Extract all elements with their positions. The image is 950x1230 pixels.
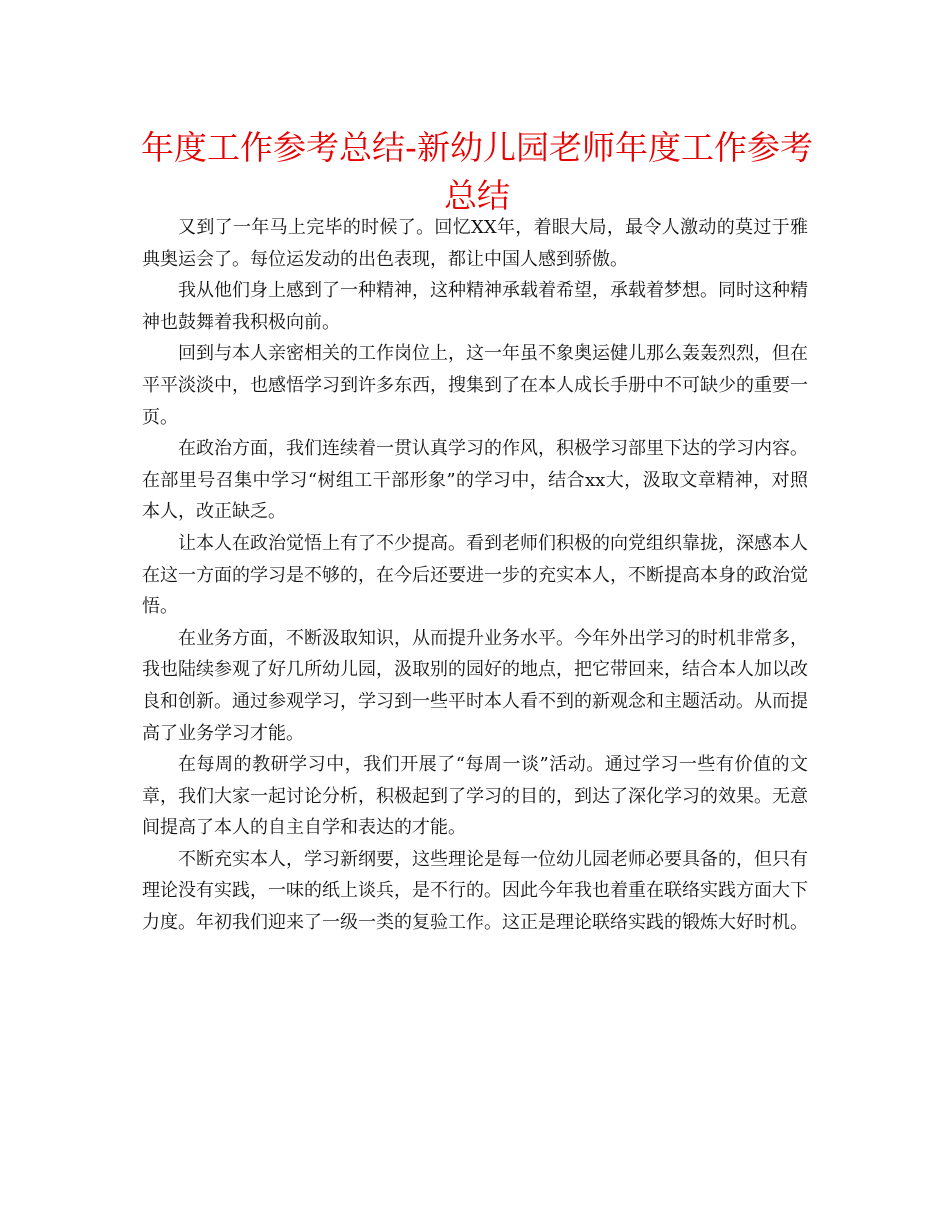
- paragraph-4: 在政治方面，我们连续着一贯认真学习的作风，积极学习部里下达的学习内容。在部里号召集中学习“树组工干部形象”的学习中，结合xx大，汲取文章精神，对照本人，改正缺乏。: [142, 438, 808, 523]
- paragraph-8: 不断充实本人，学习新纲要，这些理论是每一位幼儿园老师必要具备的，但只有理论没有实践，一味的纸上谈兵，是不行的。因此今年我也着重在联络实践方面大下力度。年初我们迎来了一级一类的复验工作。这正是理论联络实践的锻炼大好时机。: [142, 848, 808, 934]
- document-title: 年度工作参考总结-新幼儿园老师年度工作参考总结: [141, 128, 813, 215]
- document-body: [142, 212, 808, 939]
- paragraph-2: 我从他们身上感到了一种精神，这种精神承载着希望，承载着梦想。同时这种精神也鼓舞着我积极向前。: [142, 280, 808, 333]
- paragraph-6: 在业务方面，不断汲取知识，从而提升业务水平。今年外出学习的时机非常多，我也陆续参观了好几所幼儿园，汲取别的园好的地点，把它带回来，结合本人加以改良和创新。通过参观学习，学习到一些平时本人看不到的新观念和主题活动。从而提高了业务学习才能。: [142, 627, 808, 744]
- paragraph-7: 在每周的教研学习中，我们开展了“每周一谈”活动。通过学习一些有价值的文章，我们大家一起讨论分析，积极起到了学习的目的，到达了深化学习的效果。无意间提高了本人的自主自学和表达的才能。: [142, 754, 808, 839]
- paragraph-1: 又到了一年马上完毕的时候了。回忆XX年，着眼大局，最令人激动的莫过于雅典奥运会了。每位运发动的出色表现，都让中国人感到骄傲。: [142, 217, 808, 270]
- paragraph-3: 回到与本人亲密相关的工作岗位上，这一年虽不象奥运健儿那么轰轰烈烈，但在平平淡淡中，也感悟学习到许多东西，搜集到了在本人成长手册中不可缺少的重要一页。: [142, 343, 808, 428]
- paragraph-5: 让本人在政治觉悟上有了不少提高。看到老师们积极的向党组织靠拢，深感本人在这一方面的学习是不够的，在今后还要进一步的充实本人，不断提高本身的政治觉悟。: [142, 532, 808, 618]
